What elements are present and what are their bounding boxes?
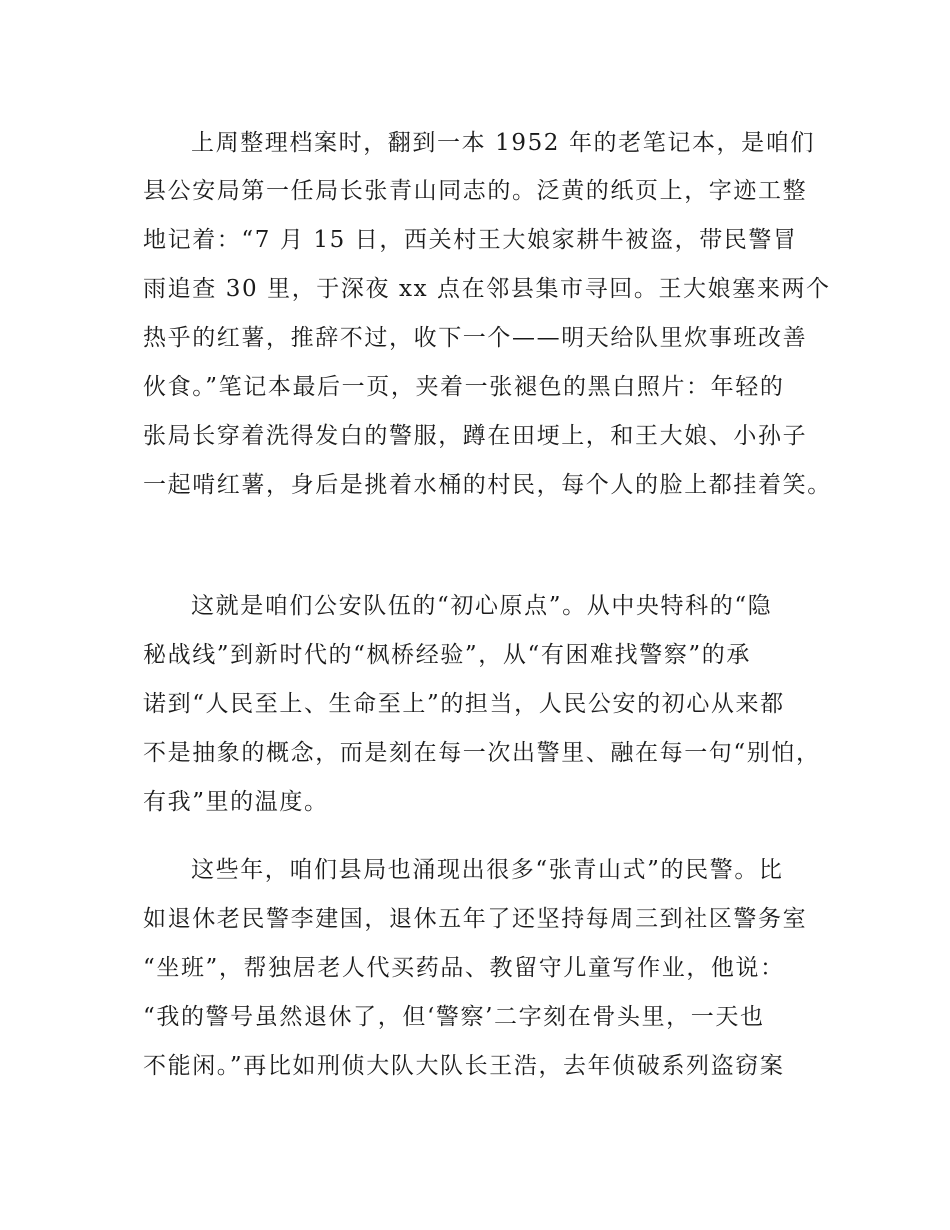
paragraph-line: 这些年，咱们县局也涌现出很多“张青山式”的民警。比 (191, 857, 784, 883)
paragraph-line: 热乎的红薯，推辞不过，收下一个——明天给队里炊事班改善 (143, 325, 808, 351)
paragraph-line: “坐班”，帮独居老人代买药品、教留守儿童写作业，他说： (143, 955, 785, 981)
paragraph-line: 上周整理档案时，翻到一本 1952 年的老笔记本，是咱们 (191, 130, 815, 156)
paragraph-line: 有我”里的温度。 (143, 789, 329, 815)
paragraph-line: 不能闲。”再比如刑侦大队大队长王浩，去年侦破系列盗窃案 (143, 1053, 785, 1079)
paragraph-line: 诺到“人民至上、生命至上”的担当，人民公安的初心从来都 (143, 691, 785, 717)
paragraph-line: 伙食。”笔记本最后一页，夹着一张褪色的黑白照片：年轻的 (143, 374, 785, 400)
paragraph-line: 雨追查 30 里，于深夜 xx 点在邻县集市寻回。王大娘塞来两个 (143, 276, 831, 302)
paragraph-line: 地记着：“7 月 15 日，西关村王大娘家耕牛被盗，带民警冒 (143, 227, 798, 253)
paragraph-line: 不是抽象的概念，而是刻在每一次出警里、融在每一句“别怕， (143, 740, 821, 766)
paragraph-line: 秘战线”到新时代的“枫桥经验”，从“有困难找警察”的承 (143, 642, 751, 668)
paragraph-line: “我的警号虽然退休了，但‘警察’二字刻在骨头里，一天也 (143, 1004, 765, 1030)
paragraph-line: 县公安局第一任局长张青山同志的。泛黄的纸页上，字迹工整 (143, 178, 808, 204)
paragraph-line: 如退休老民警李建国，退休五年了还坚持每周三到社区警务室 (143, 906, 808, 932)
paragraph-line: 一起啃红薯，身后是挑着水桶的村民，每个人的脸上都挂着笑。 (143, 472, 832, 498)
paragraph-line: 这就是咱们公安队伍的“初心原点”。从中央特科的“隐 (191, 593, 773, 619)
paragraph-line: 张局长穿着洗得发白的警服，蹲在田埂上，和王大娘、小孙子 (143, 423, 808, 449)
